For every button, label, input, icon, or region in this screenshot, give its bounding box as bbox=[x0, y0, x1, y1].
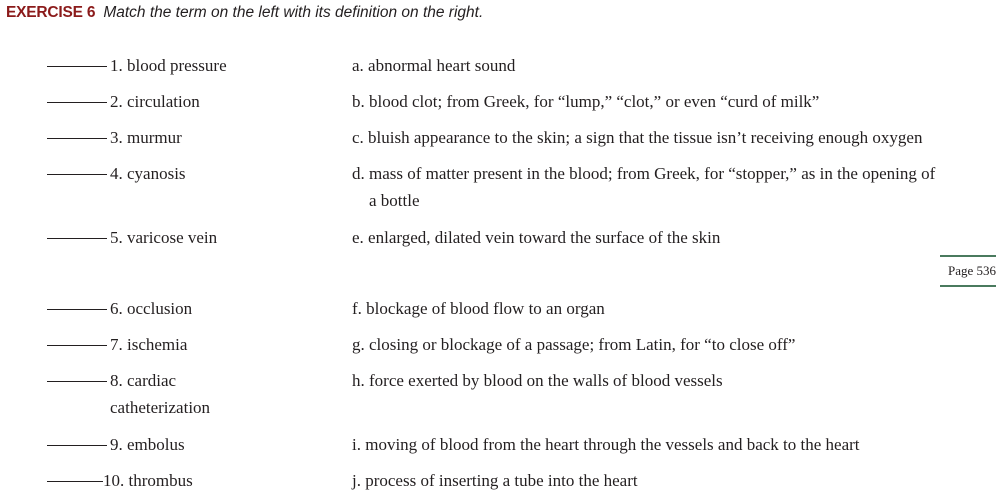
term bbox=[110, 88, 325, 115]
term bbox=[103, 467, 318, 494]
definition-continuation: a bottle bbox=[369, 191, 420, 210]
term-text: occlusion bbox=[127, 299, 193, 318]
answer-blank[interactable] bbox=[47, 381, 107, 382]
term bbox=[110, 160, 325, 187]
term-number: 6. bbox=[110, 299, 123, 318]
definition-text: f. blockage of blood flow to an organ bbox=[352, 299, 605, 318]
definition bbox=[352, 295, 998, 322]
term-number: 9. bbox=[110, 435, 123, 454]
definition bbox=[352, 124, 998, 151]
definition bbox=[352, 224, 998, 251]
term-text: varicose vein bbox=[127, 228, 218, 247]
term-text: cardiac catheterization bbox=[110, 371, 211, 417]
definition bbox=[352, 467, 998, 494]
term bbox=[110, 367, 260, 421]
term bbox=[110, 124, 325, 151]
answer-blank[interactable] bbox=[47, 174, 107, 175]
definition bbox=[352, 52, 998, 79]
term bbox=[110, 52, 325, 79]
definition-text: j. process of inserting a tube into the heart bbox=[352, 471, 638, 490]
answer-blank[interactable] bbox=[47, 66, 107, 67]
definition bbox=[352, 431, 998, 458]
definition bbox=[352, 331, 998, 358]
term-number: 7. bbox=[110, 335, 123, 354]
definition bbox=[352, 367, 998, 394]
definition-text: i. moving of blood from the heart through the vessels and back to the heart bbox=[352, 435, 860, 454]
definition bbox=[352, 160, 998, 214]
term-number: 4. bbox=[110, 164, 123, 183]
term-text: cyanosis bbox=[127, 164, 186, 183]
term bbox=[110, 331, 325, 358]
answer-blank[interactable] bbox=[47, 309, 107, 310]
term-number: 5. bbox=[110, 228, 123, 247]
term-text: ischemia bbox=[127, 335, 188, 354]
term-number: 3. bbox=[110, 128, 123, 147]
definition bbox=[352, 88, 998, 115]
definition-text: g. closing or blockage of a passage; from Latin, for “to close off” bbox=[352, 335, 796, 354]
term-text: embolus bbox=[127, 435, 185, 454]
definition-text: c. bluish appearance to the skin; a sign that the tissue isn’t receiving enough oxygen bbox=[352, 128, 923, 147]
term-number: 2. bbox=[110, 92, 123, 111]
term bbox=[110, 295, 325, 322]
term-number: 1. bbox=[110, 56, 123, 75]
exercise-header bbox=[6, 4, 483, 26]
definition-text: e. enlarged, dilated vein toward the surface of the skin bbox=[352, 228, 721, 247]
exercise-instruction: Match the term on the left with its definition on the right. bbox=[103, 4, 484, 21]
answer-blank[interactable] bbox=[47, 445, 107, 446]
answer-blank[interactable] bbox=[47, 481, 103, 482]
term-text: murmur bbox=[127, 128, 182, 147]
answer-blank[interactable] bbox=[47, 345, 107, 346]
definition-text: a. abnormal heart sound bbox=[352, 56, 516, 75]
definition-text: h. force exerted by blood on the walls of blood vessels bbox=[352, 371, 723, 390]
answer-blank[interactable] bbox=[47, 138, 107, 139]
term bbox=[110, 431, 325, 458]
definition-text: b. blood clot; from Greek, for “lump,” “clot,” or even “curd of milk” bbox=[352, 92, 820, 111]
term bbox=[110, 224, 325, 251]
term-text: circulation bbox=[127, 92, 200, 111]
term-number: 8. bbox=[110, 371, 123, 390]
page-marker: Page 536 bbox=[940, 255, 996, 287]
answer-blank[interactable] bbox=[47, 238, 107, 239]
answer-blank[interactable] bbox=[47, 102, 107, 103]
term-text: blood pressure bbox=[127, 56, 227, 75]
term-text: thrombus bbox=[128, 471, 193, 490]
definition-text: d. mass of matter present in the blood; from Greek, for “stopper,” as in the opening of bbox=[352, 164, 936, 183]
term-number: 10. bbox=[103, 471, 125, 490]
exercise-label: EXERCISE 6 bbox=[6, 4, 96, 21]
